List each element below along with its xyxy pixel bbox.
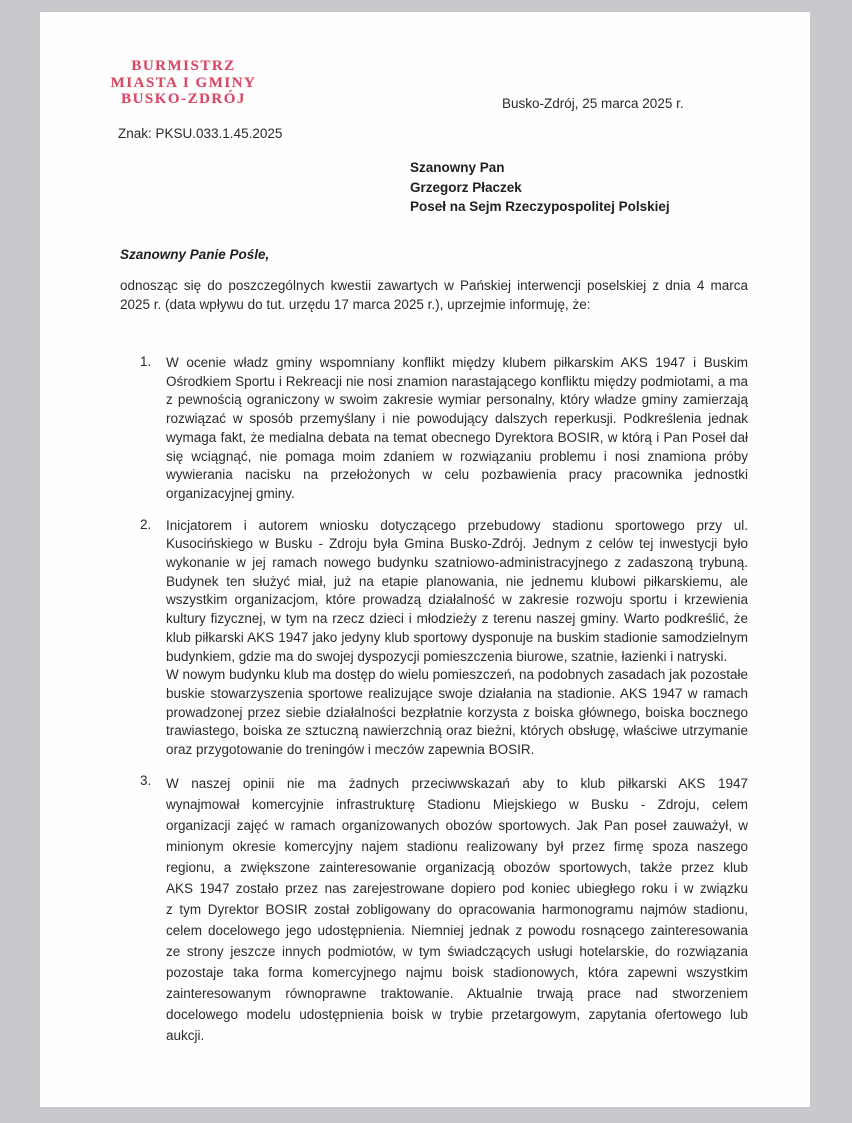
list-item-1-number: 1.	[140, 354, 152, 369]
recipient-honorific: Szanowny Pan	[410, 160, 505, 175]
numbered-list	[140, 354, 748, 1059]
reference-number: Znak: PKSU.033.1.45.2025	[118, 126, 283, 141]
stamp-line-2: MIASTA I GMINY	[110, 74, 257, 91]
stamp-line-1: BURMISTRZ	[131, 58, 236, 74]
recipient-name: Grzegorz Płaczek	[410, 179, 522, 195]
list-item-3	[140, 773, 748, 1046]
list-item-2-number: 2.	[140, 516, 152, 532]
recipient-block	[410, 158, 670, 217]
list-item-2	[140, 517, 748, 760]
list-item-3-text: W naszej opinii nie ma żadnych przeciwwskazań aby to klub piłkarski AKS 1947 wynajmował komercyjnie infrastrukturę Stadionu Miejskiego w Busku - Zdroju, celem organizacji zajęć w ramach organizowanych obozów sportowych. Jak Pan poseł zauważył, w minionym okresie komercyjny najem stadionu realizowany był przez firmę spoza naszego regionu, a zwiększone zainteresowanie organizacją obozów sportowych, także przez klub AKS 1947 zostało przez nas zarejestrowane dopiero pod koniec ubiegłego roku i w związku z tym Dyrektor BOSIR został zobligowany do opracowania harmonogramu najmów stadionu, celem docelowego jego udostępnienia. Niemniej jednak z powodu rosnącego zainteresowania ze strony jeszcze innych podmiotów, w tym świadczących usługi hotelarskie, do rozwiązania pozostaje taka forma komercyjnego najmu boisk stadionowych, która zapewni wszystkim zainteresowanym równoprawne traktowanie. Aktualnie trwają prace nad stworzeniem docelowego modelu udostępnienia boisk w trybie przetargowym, zapytania ofertowego lub aukcji.	[166, 775, 748, 1043]
list-item-1	[140, 354, 748, 504]
list-item-3-number: 3.	[140, 772, 152, 788]
list-item-2-paragraph-1: Inicjatorem i autorem wniosku dotyczącego przebudowy stadionu sportowego przy ul. Kusocińskiego w Busku - Zdroju była Gmina Busko-Zdrój. Jednym z celów tej inwestycji było wykonanie w jej ramach nowego budynku szatniowo-administracyjnego z zadaszoną trybuną. Budynek ten służyć miał, już na etapie planowania, nie jednemu klubowi piłkarskiemu, ale wszystkim organizacjom, które prowadzą działalność w zakresie rozwoju sportu i krzewienia kultury fizycznej, w tym na rzecz dzieci i młodzieży z terenu naszej gminy. Warto podkreślić, że klub piłkarski AKS 1947 jako jedyny klub sportowy dysponuje na buskim stadionie samodzielnym budynkiem, gdzie ma do swojej dyspozycji pomieszczenia biurowe, szatnie, łazienki i natryski.	[166, 517, 748, 664]
recipient-title: Poseł na Sejm Rzeczypospolitej Polskiej	[410, 199, 670, 214]
sender-stamp	[96, 58, 271, 108]
list-item-2-paragraph-2: W nowym budynku klub ma dostęp do wielu pomieszczeń, na podobnych zasadach jak pozostałe buskie stowarzyszenia sportowe realizujące swoje działania na stadionie. AKS 1947 w ramach prowadzonej przez siebie działalności bezpłatnie korzysta z boiska głównego, boiska bocznego trawiastego, boiska ze sztuczną nawierzchnią oraz bieżni, których obsługę, właściwe utrzymanie oraz przygotowanie do treningów i meczów zapewnia BOSIR.	[166, 667, 748, 758]
stamp-line-3: BUSKO-ZDRÓJ	[121, 91, 246, 107]
list-item-1-text: W ocenie władz gminy wspomniany konflikt między klubem piłkarskim AKS 1947 i Buskim Ośrodkiem Sportu i Rekreacji nie nosi znamion narastającego konfliktu między podmiotami, a ma z pewnością ograniczony w swoim zakresie wymiar personalny, który władze gminy zamierzają rozwiązać w sposób przemyślany i nie powodujący dalszych reperkusji. Podkreślenia jednak wymaga fakt, że medialna debata na temat obecnego Dyrektora BOSIR, w którą i Pan Poseł dał się wciągnąć, nie pomaga moim zdaniem w rozwiązaniu problemu i nosi znamiona próby wywierania nacisku na przełożonych w celu pozbawienia pracy pracownika jednostki organizacyjnej gminy.	[166, 355, 748, 501]
date-line: Busko-Zdrój, 25 marca 2025 r.	[502, 96, 684, 111]
salutation: Szanowny Panie Pośle,	[120, 247, 270, 262]
intro-paragraph: odnosząc się do poszczególnych kwestii zawartych w Pańskiej interwencji poselskiej z dnia 4 marca 2025 r. (data wpływu do tut. urzędu 17 marca 2025 r.), uprzejmie informuję, że:	[120, 278, 748, 312]
letter-page	[40, 12, 810, 1107]
list-item-2-text	[166, 517, 748, 760]
